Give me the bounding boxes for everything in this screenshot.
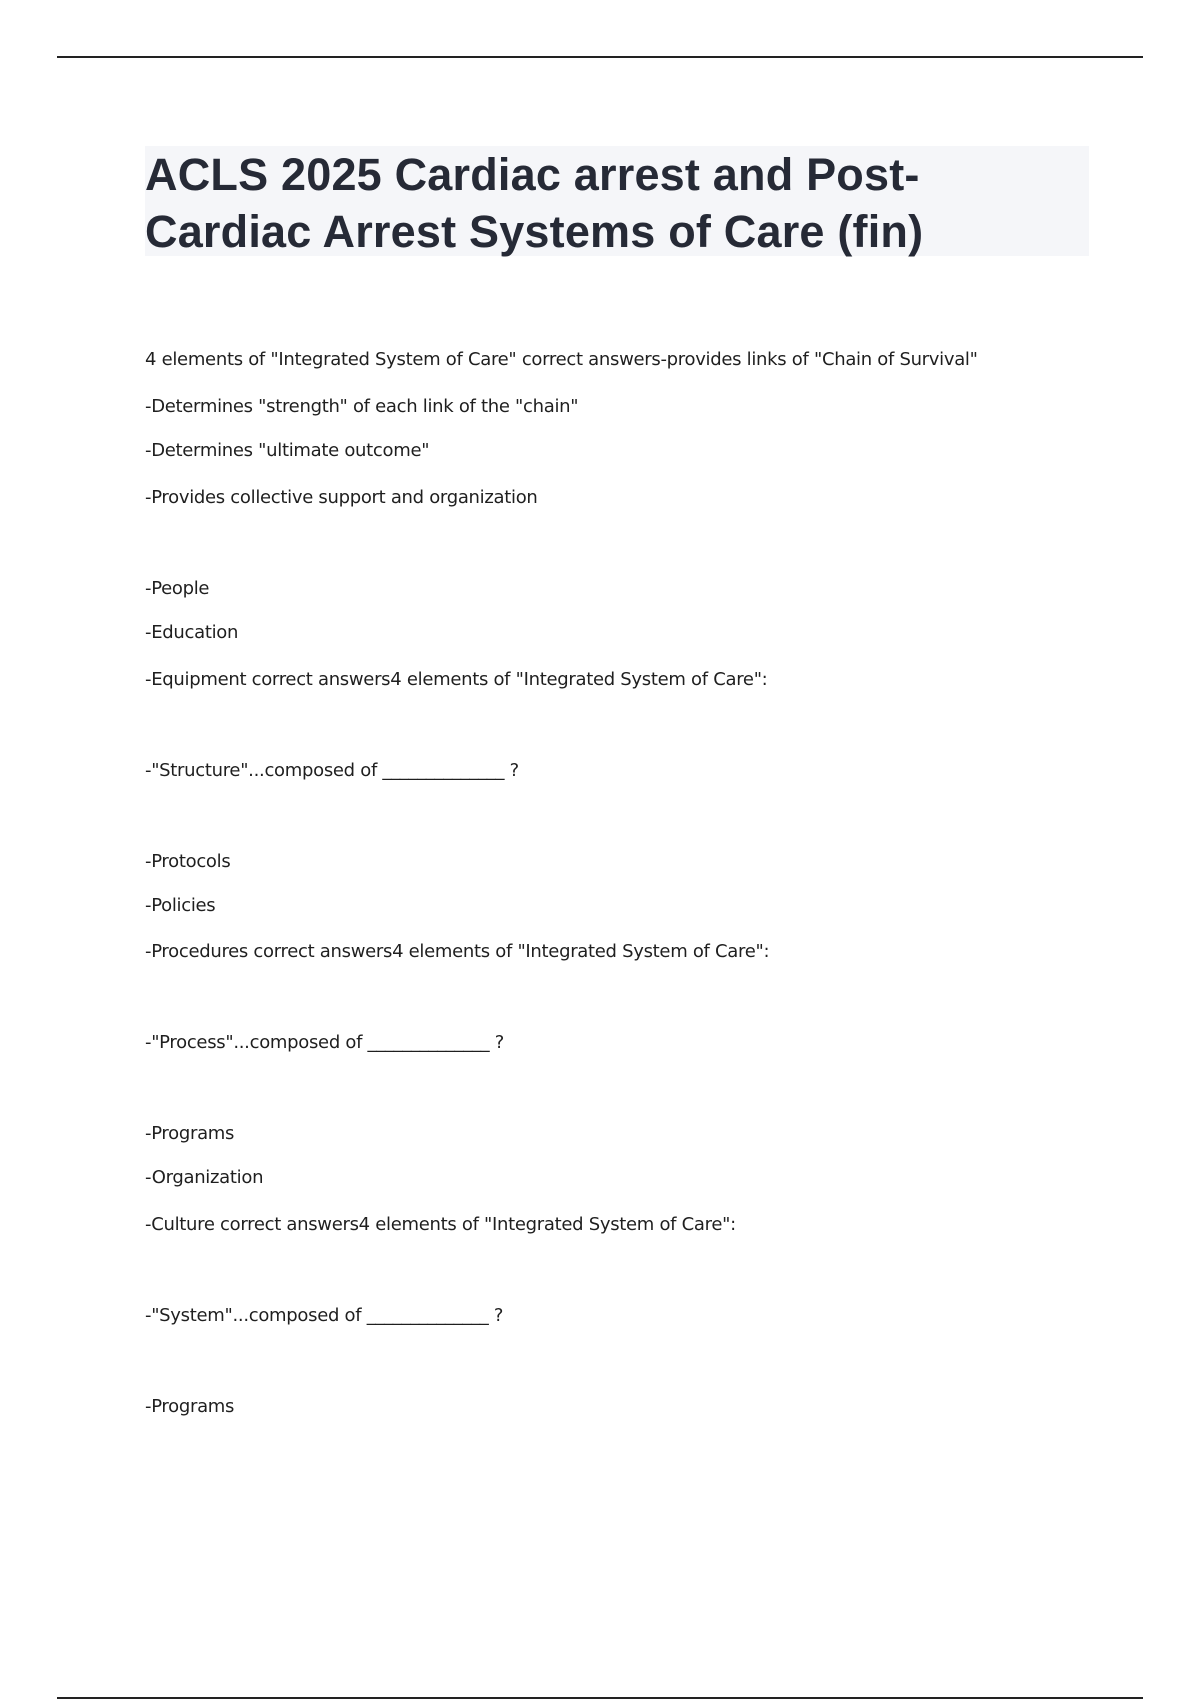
- page-bottom-rule: [57, 1697, 1143, 1699]
- question-line: -Equipment correct answers4 elements of "Integrated System of Care":: [145, 669, 768, 690]
- answer-line: -Programs: [145, 1396, 235, 1417]
- title-box: [145, 146, 1089, 256]
- question-line: 4 elements of "Integrated System of Care" correct answers-provides links of "Chain of Survival": [145, 349, 978, 370]
- document-title: [145, 146, 1089, 260]
- answer-line: -Education: [145, 622, 239, 643]
- answer-line: -Organization: [145, 1167, 264, 1188]
- answer-line: -Determines "strength" of each link of the "chain": [145, 396, 579, 417]
- answer-line: -People: [145, 578, 210, 599]
- question-line: -"System"...composed of ______________ ?: [145, 1305, 504, 1326]
- question-line: -"Structure"...composed of ______________ ?: [145, 760, 519, 781]
- question-line: -Procedures correct answers4 elements of "Integrated System of Care":: [145, 941, 770, 962]
- question-line: -"Process"...composed of ______________ ?: [145, 1032, 505, 1053]
- question-line: -Culture correct answers4 elements of "Integrated System of Care":: [145, 1214, 736, 1235]
- answer-line: -Programs: [145, 1123, 235, 1144]
- title-line-2: Cardiac Arrest Systems of Care (fin): [145, 206, 924, 257]
- title-line-1: ACLS 2025 Cardiac arrest and Post-: [145, 149, 920, 200]
- page-top-rule: [57, 56, 1143, 58]
- answer-line: -Provides collective support and organization: [145, 487, 538, 508]
- answer-line: -Policies: [145, 895, 216, 916]
- answer-line: -Determines "ultimate outcome": [145, 440, 430, 461]
- answer-line: -Protocols: [145, 851, 231, 872]
